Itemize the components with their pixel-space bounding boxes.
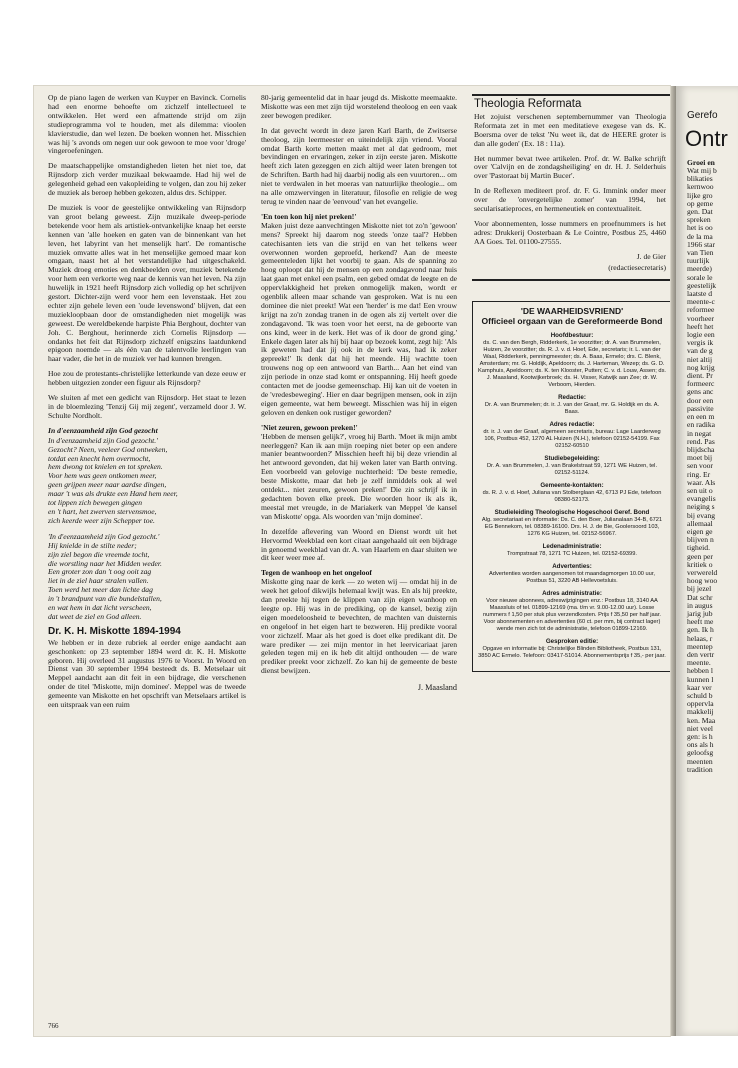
poem-line: hem dwong tot knielen en tot spreken. — [48, 463, 163, 472]
poem-line: liet in de ziel haar stralen vallen. — [48, 577, 149, 586]
facing-line: sen voor — [687, 461, 713, 471]
paragraph: In dat gevecht wordt in deze jaren Karl Barth, de Zwitserse theoloog, zijn leermeester en uiteindelijk zijn vriend. Vooral omdat Barth korte metten maakt met al dat gedroom, met bevindingen en ervaringen, zeker in zijn eerste jaren. Miskotte heeft zich laten gezeggen en zich altijd weer laten brengen tot de Schriften. Barth had hij daarbij nodig als een vuurtoren... om niet te verdwalen in het moeras van natuurlijke theologie... om na alle omzwervingen in literatuur, filosofie en religie de weg terug te vinden naar de 'eenvoud' van het evangelie. — [261, 125, 457, 206]
paragraph: We hebben er in deze rubriek al eerder enige aandacht aan geschonken: op 23 september 1894 werd dr. K. H. Miskotte geboren. Hij overleed 31 augustus 1976 te Voorst. In Woord en Dienst van 30 september 1994 besteedt ds. B. Metselaar uit Meppel aandacht aan dit feit in een bijdrage, die verschenen onder de titel 'Miskotte, mijn dominee'. Meppel was de tweede gemeente van Miskotte en het opschrift van Metselaars artikel is een uitspraak van een ruim — [48, 637, 246, 710]
subheading: 'En toen kon hij niet preken!' — [261, 211, 357, 221]
poem-line: Gezocht? Neen, veeleer God ontweken, — [48, 445, 168, 454]
facing-line: door een — [687, 395, 714, 405]
poem-line: totdat een knecht hem overmocht, — [48, 454, 151, 463]
facing-line: meentep — [687, 641, 713, 651]
facing-line: passivite — [687, 403, 714, 413]
author-signature: J. Maasland — [417, 683, 457, 693]
colophon-section-head: Gemeente-kontakten: — [540, 481, 604, 489]
facing-line: gen: is h — [687, 732, 713, 742]
poem-line: die worstling naar het Midden weder. — [48, 559, 162, 568]
facing-line: den vertr — [687, 649, 715, 659]
poem-line: Voor hem was geen ontkomen meer, — [48, 472, 157, 481]
facing-headline: Ontr — [685, 126, 728, 151]
facing-line: lijke gro — [687, 190, 713, 200]
facing-line: kunnen l — [687, 674, 714, 684]
poem — [48, 437, 246, 622]
facing-line: formeerc — [687, 379, 715, 389]
poem-line: en 't hart, het zwerven stervensmoe, — [48, 507, 157, 516]
colophon-section — [478, 332, 666, 389]
paragraph: Hoe zou de protestants-christelijke letterkunde van deze eeuw er hebben uitgezien zonder een figuur als Rijnsdorp? — [48, 369, 246, 388]
colophon-section — [478, 482, 666, 504]
facing-line: makkelij — [687, 707, 714, 717]
facing-page — [676, 86, 738, 1036]
facing-line: heeft me — [687, 617, 714, 627]
colophon-section — [478, 563, 666, 585]
section-heading: Dr. K. H. Miskotte 1894-1994 — [48, 625, 181, 637]
facing-line: oppervla — [687, 699, 714, 709]
colophon-section-head: Adres administratie: — [542, 589, 602, 597]
poem-line: zich keerde weer zijn Schepper toe. — [48, 516, 155, 525]
paragraph: In de Reflexen mediteert prof. dr. F. G. Immink onder meer over de 'onvergetelijke zomer' van 1994, het secularisatieproces, en hermeneutiek en contextualiteit. — [474, 186, 666, 214]
colophon-title: 'DE WAARHEIDSVRIEND' — [520, 305, 624, 316]
colophon-section-body: Alg. secretariaat en informatie: Ds. C. den Boer, Julianalaan 34-B, 6721 EG Bennekom, tel. 08389-16100. Drs. H. J. de Bie, Goolersoord 103, 1276 KG Huizen, tel. 02152-56967. — [481, 516, 663, 537]
facing-line: jarig jub — [687, 608, 713, 618]
colophon-section-body: dr. ir. J. van der Graaf, algemeen secretaris, bureau: Lage Laarderweg 106, Postbus 452, 1270 AL Huizen (N.H.), telefoon 02152-54199. Fax 02152-60510 — [483, 428, 661, 449]
colophon-section-body: Dr. A. van Brummelen; dr. ir. J. van der Graaf, mr. G. Holdijk en ds. A. Baas. — [484, 401, 660, 415]
facing-line: op geme — [687, 198, 713, 208]
poem-line: in 't brandpunt van die bundelstallen, — [48, 595, 162, 604]
facing-line: bij evang — [687, 510, 716, 520]
facing-line: spreken — [687, 215, 711, 225]
facing-line: logie een — [687, 330, 715, 340]
facing-line: dient. Pr — [687, 371, 713, 381]
facing-lead: Groei en — [687, 158, 715, 167]
facing-line: kritiek o — [687, 559, 713, 569]
facing-line: geen per — [687, 551, 713, 561]
facing-line: eigen ge — [687, 526, 713, 536]
facing-line: moet bij — [687, 453, 713, 463]
facing-line: meenten — [687, 756, 713, 766]
colophon-section-body: Voor nieuwe abonnees, adreswijzigingen enz.: Postbus 18, 3140 AA Maassluis of tel. 01899-12169 (ma. t/m vr. 9.00-12.00 uur). Losse nummers f 1,50 per stuk plus verzendkosten. Prijs f 35,50 per half jaar. Voor abonnementen en advertenties (60 ct. per mm, bij contract lager) wende men zich tot de administratie, telefoon 01899-12169. — [483, 597, 661, 632]
poem-line: tot lippen zich bewegen gingen — [48, 499, 143, 508]
facing-line: ring. Er — [687, 469, 711, 479]
colophon-section-body: Advertenties worden aangenomen tot maandagmorgen 10.00 uur, Postbus 51, 3220 AB Hellevoetsluis. — [489, 570, 655, 584]
colophon-section-head: Gesproken editie: — [545, 637, 599, 645]
colophon-section — [478, 394, 666, 416]
facing-line: in negat — [687, 428, 712, 438]
facing-line: meente. — [687, 658, 711, 668]
box-title: Theologia Reformata — [474, 98, 582, 110]
paragraph: In dezelfde aflevering van Woord en Dienst wordt uit het Hervormd Weekblad een kort citaat aangehaald uit een bijdrage in genoemd weekblad van dr. A. van Haarlem en daar sluiten we dit keer weer mee af. — [261, 526, 457, 563]
poem-line: en wat hem in dat licht verscheen, — [48, 604, 152, 613]
colophon-section-head: Ledenadministratie: — [542, 542, 602, 550]
facing-line: blijdscha — [687, 444, 715, 454]
facing-line: 1966 star — [687, 239, 716, 249]
poem-line: maar 't was als drukte een Hand hem neer, — [48, 490, 178, 499]
poem-line: Een groter zon dan 't oog ooit zag — [48, 568, 152, 577]
facing-line: gen. Ik h — [687, 625, 714, 635]
paragraph: Het zojuist verschenen septembernummer van Theologia Reformata zet in met een meditatieve exegese van ds. K. Boersma over de tekst 'Nu weet ik, dat de HEERE groter is dan alle goden' (Ex. 18 : 11a). — [474, 111, 666, 148]
facing-kicker: Gerefo — [687, 110, 718, 121]
facing-line: heeft het — [687, 321, 714, 331]
facing-line: meente-c — [687, 297, 715, 307]
poem-line: zijn ziel begon die vreemde tocht, — [48, 550, 150, 559]
paragraph: Op de piano lagen de werken van Kuyper en Bavinck. Cornelis had een enorme behoefte om zichzelf intellectueel te ontwikkelen. Het werd een afmattende strijd om zijn studieprogramma vol te houden, met als dilemma: vioolen klavierstudie, dan wel lezen. De boeken wonnen het. Misschien was hij 's avonds om negen uur ook gewoon te moe voor 'droge' vingeroefeningen. — [48, 93, 246, 156]
facing-line: van de g — [687, 346, 713, 356]
facing-line: blijven n — [687, 535, 714, 545]
colophon-section — [478, 590, 666, 633]
colophon-subtitle: Officieel orgaan van de Gereformeerde Bond — [481, 315, 663, 326]
paragraph: 80-jarig gemeentelid dat in haar jeugd ds. Miskotte meemaakte. Miskotte was een met zijn tijd worstelend theoloog en een vaak zeer bewogen prediker. — [261, 93, 457, 120]
colophon-section-head: Redactie: — [558, 393, 586, 401]
facing-line: gens anc — [687, 387, 714, 397]
colophon-section — [478, 509, 666, 538]
facing-line: van Tien — [687, 248, 714, 258]
poem-line: dat weet de ziel en God alleen. — [48, 612, 142, 621]
facing-line: bij jezel — [687, 584, 712, 594]
column-left — [48, 94, 246, 716]
facing-line: rend. Pas — [687, 436, 715, 446]
facing-line: verwereld — [687, 567, 718, 577]
facing-line: niet altij — [687, 354, 713, 364]
paragraph: Het nummer bevat twee artikelen. Prof. dr. W. Balke schrijft over 'Calvijn en de zondagsheiliging' en dr. H. J. Selderhuis over 'Pastoraat bij Martin Bucer'. — [474, 153, 666, 181]
page-number: 766 — [48, 1022, 59, 1030]
facing-line: hebben l — [687, 666, 713, 676]
colophon-section — [478, 455, 666, 477]
facing-line: geestelijk — [687, 280, 717, 290]
colophon-section-body: Opgave en informatie bij: Christelijke Blinden Bibliotheek, Postbus 131, 3850 AC Ermelo. Telefoon: 03417-51014. Abonnementsprijs f 35,- per jaar. — [478, 645, 666, 659]
facing-line: in augus — [687, 600, 713, 610]
box-signature: J. de Gier — [636, 251, 666, 261]
facing-line: gen. Dat — [687, 207, 713, 217]
poem-title: In d'eenzaamheid zijn God gezocht — [48, 425, 158, 435]
facing-line: tigheid. — [687, 543, 710, 553]
colophon-section-head: Hoofdbestuur: — [550, 331, 594, 339]
facing-line: tradition — [687, 764, 713, 774]
poem-line: Toen werd het meer dan lichte dag — [48, 586, 153, 595]
colophon-box — [472, 301, 670, 672]
facing-line: voorheer — [687, 313, 714, 323]
colophon-section-head: Adres redactie: — [549, 420, 595, 428]
facing-line: hoog woo — [687, 576, 718, 586]
facing-line: nog krijg — [687, 362, 715, 372]
facing-line: meerde) — [687, 264, 712, 274]
poem-line: In d'eenzaamheid zijn God gezocht.' — [48, 436, 158, 445]
paragraph: Miskotte ging naar de kerk — zo weten wij — omdat hij in de week het geloof dikwijls helemaal kwijt was. En als hij preekte, dan preekte hij tegen de klippen van zijn eigen wanhoop en leegte op. Hij was in de prediking, op de kansel, bezig zijn eigen moedeloosheid te bevechten, de machten van duisternis en ongeloof in het eigen hart te bezweren. Hij predikte vooral voor zichzelf. Maar als het goed is doet elke predikant dit. De ware prediker — zei mijn mentor in het leervicariaat jaren geleden tegen mij en ik heb dit altijd onthouden — de ware prediker preekt voor zichzelf. Zo kan hij de gemeente de beste dienst bewijzen. — [261, 577, 457, 676]
facing-line: helaas, r — [687, 633, 713, 643]
paragraph: De maatschappelijke omstandigheden lieten het niet toe, dat Rijnsdorp zich verder muzikaal bekwaamde. Had hij wel de gelegenheid gehad een vakopleiding te volgen, dan zou hij zeker de muziek als beroep hebben gekozen, aldus drs. Schipper. — [48, 161, 246, 198]
colophon-section-body: ds. R. J. v. d. Hoef, Juliana van Stolberglaan 42, 6713 PJ Ede, telefoon 08380-52173. — [482, 489, 662, 503]
poem-line: 'In d'eenzaamheid zijn God gezocht.' — [48, 532, 160, 541]
facing-line: en een m — [687, 412, 715, 422]
facing-line: niet veel — [687, 723, 713, 733]
poem-line: geen grijpen meer naar aardse dingen, — [48, 481, 167, 490]
facing-line: het is oo — [687, 223, 713, 233]
box-signature-role: (redactiesecretaris) — [608, 262, 666, 272]
facing-line: geloofsg — [687, 748, 714, 758]
facing-line: Wat mij b — [687, 166, 717, 175]
colophon-section-head: Studieleiding Theologische Hogeschool Geref. Bond — [494, 508, 650, 516]
theologia-reformata-box — [472, 94, 670, 281]
facing-line: Dat schr — [687, 592, 713, 602]
poem-line: Hij knielde in de stilte neder; — [48, 541, 137, 550]
facing-line: ons als h — [687, 740, 714, 750]
facing-line: blikaties — [687, 174, 713, 184]
paragraph: Maken juist deze aanvechtingen Miskotte niet tot zo'n 'gewoon' mens? Spreekt hij daarom nog steeds 'onze taal'? Hebben catechisanten iets van die strijd en van het telkens weer overwonnen worden geproefd, herkend? Aan de meeste gemeenteleden lijkt het voorbij te gaan. Als de spanning zo hoog oploopt dat hij de mensen op een zondagavond naar huis laat gaan met enkel een psalm, een gebed omdat de leegte en de oppervlakkigheid het preken onmogelijk maken, wordt er ogenblik alleen maar schande van gesproken. Wat is nu een dominee die niet preekt! Wat een 'herder' is me dat! Een vrouw krijgt na zo'n zondag tranen in de ogen als zij vertelt over die zondagavond. 'Ik was toen voor het eerst, na de geboorte van ons kind, weer in de kerk. Het was of ik door de grond ging.' Enkele dagen later als hij bij haar op bezoek komt, zegt hij: 'Als ik geweten had dat jij ook in de kerk was, had ik zeker gepreekt!' Ik denk dat hij het meende. Hij wachtte toen trouwens nog op een antwoord van Barth... Aan het eind van zijn periode in onze stad komt er ontspanning. Hij heeft goede contacten met de joodse gemeenschap. Hij kan uit de voeten in de 'vredesbeweging'. Hier en daar begrijpen mensen, ook in zijn eigen gemeente, wat hem beweegt. Misschien was hij in eigen geloven en denken ook rustiger geworden? — [261, 220, 457, 417]
colophon-section-body: Trompstraat 78, 1271 TC Huizen, tel. 02152-69399. — [507, 550, 637, 557]
facing-line: sorale le — [687, 272, 713, 282]
facing-line: laatste d — [687, 289, 713, 299]
facing-line: ken. Maa — [687, 715, 716, 725]
facing-line: allemaal — [687, 518, 713, 528]
colophon-section — [478, 638, 666, 660]
magazine-page — [34, 86, 670, 1036]
facing-line: reformee — [687, 305, 715, 315]
facing-line: evangelis — [687, 494, 716, 504]
subheading: 'Niet zeuren, gewoon preken!' — [261, 422, 358, 432]
facing-line: waar. Als — [687, 477, 716, 487]
colophon-section-head: Advertenties: — [552, 562, 592, 570]
facing-line: sen uit o — [687, 485, 713, 495]
facing-line: tuurlijk — [687, 256, 710, 266]
colophon-section-head: Studiebegeleiding: — [544, 454, 600, 462]
colophon-section — [478, 543, 666, 558]
paragraph: De muziek is voor de geestelijke ontwikkeling van Rijnsdorp van groot belang geweest. Zijn muzikale dweep-periode betekende voor hem als artistiek-ontvankelijke knaap het eerste kennen van 'alle hoeken en gaten van de binnenkant van het leven, het labyrint van het menselijk hart'. De romantische muziek omvatte alles wat in het menselijke gemoed maar kon omgaan, naast het al het verstandelijke had uitgeschakeld. Muziek droeg emoties en denkbeelden over, muziek betekende voor hem een verkorte weg naar de kennis van het leven. Na zijn huwelijk in 1921 heeft Rijnsdorp zich volledig op het schrijven gestort. Dichter-zijn werd voor hem een levenstaak. Het zou echter zijn gehele leven een 'oude levenswond' blijven, dat een muziekloopbaan door de omstandigheden niet mogelijk was geweest. De wereldbekende harpiste Phia Berghout, dochter van Joh. C. Berghout, herinnerde zich Cornelis Rijnsdorp — ondanks het feit dat Rijnsdorp zichzelf enigszins laatdunkend epigoon noemde — als één van de talentvolle leerlingen van haar vader, die het in de muziek ver had kunnen brengen. — [48, 202, 246, 364]
facing-line: neiging s — [687, 502, 715, 512]
paragraph: Voor abonnementen, losse nummers en proefnummers is het adres: Drukkerij Oosterbaan & Le Cointre, Postbus 25, 4460 AA Goes. Tel. 01100-27555. — [474, 218, 666, 246]
paragraph: We sluiten af met een gedicht van Rijnsdorp. Het staat te lezen in de bloemlezing 'Tenzij Gij mij zegent', verzameld door J. W. Schulte Nordholt. — [48, 393, 246, 420]
colophon-section-body: Dr. A. van Brummelen, J. van Brakelstraat 59, 1271 WE Huizen, tel. 02152-51124. — [486, 462, 658, 476]
colophon-section — [478, 421, 666, 450]
facing-text — [687, 167, 717, 774]
facing-line: kernwoo — [687, 182, 714, 192]
facing-line: de la ma — [687, 231, 713, 241]
facing-line: en radika — [687, 420, 716, 430]
paragraph: 'Hebben de mensen gelijk?', vroeg hij Barth. 'Moet ik mijn ambt neerleggen? Kan ik aan mijn roeping niet beter op een andere manier beantwoorden?' Misschien heeft hij bij deze vriendin al het antwoord gevonden, dat hij weken later van Barth ontving. Een voorbeeld van gelovige nuchterheid: 'De beste remedie, beste Miskotte, maar dat heb je zelf inmiddels ook al wel ontdekt... niet zeuren, gewoon preken!' Die zin schrijf ik in gedachten boven elke preek. Die woorden hoor ik als ik, meestal met vreugde, in de Mariakerk van Meppel 'de kansel van Miskotte' opga. Als woorden van 'mijn dominee'. — [261, 431, 457, 521]
column-right — [472, 94, 670, 672]
facing-line: kaar ver — [687, 682, 712, 692]
column-middle — [261, 94, 457, 693]
subheading: Tegen de wanhoop en het ongeloof — [261, 568, 372, 578]
colophon-section-body: ds. C. van den Bergh, Ridderkerk, 1e voorzitter; dr. A. van Brummelen, Huizen, 2e voorzitter; ds. R. J. v. d. Hoef, Ede, secretaris; ir. L. van der Waal, Ridderkerk, penningmeester; ds. A. Baas, Ermelo; drs. C. Blenk, Amsterdam; mr. G. Holdijk, Apeldoorn; ds. J. Harteman, Wezep; ds. G. D. Kamphuis, Apeldoorn; ds. K. ten Klooster, Putten; C. v. d. Louw, Assen; ds. J. Maasland, Kootwijkerbroek; ds. H. Visser, Katwijk aan Zee; dr. W. Verboom, Hierden. — [478, 339, 667, 388]
facing-line: schuld b — [687, 691, 713, 700]
facing-line: vergis ik — [687, 338, 714, 348]
